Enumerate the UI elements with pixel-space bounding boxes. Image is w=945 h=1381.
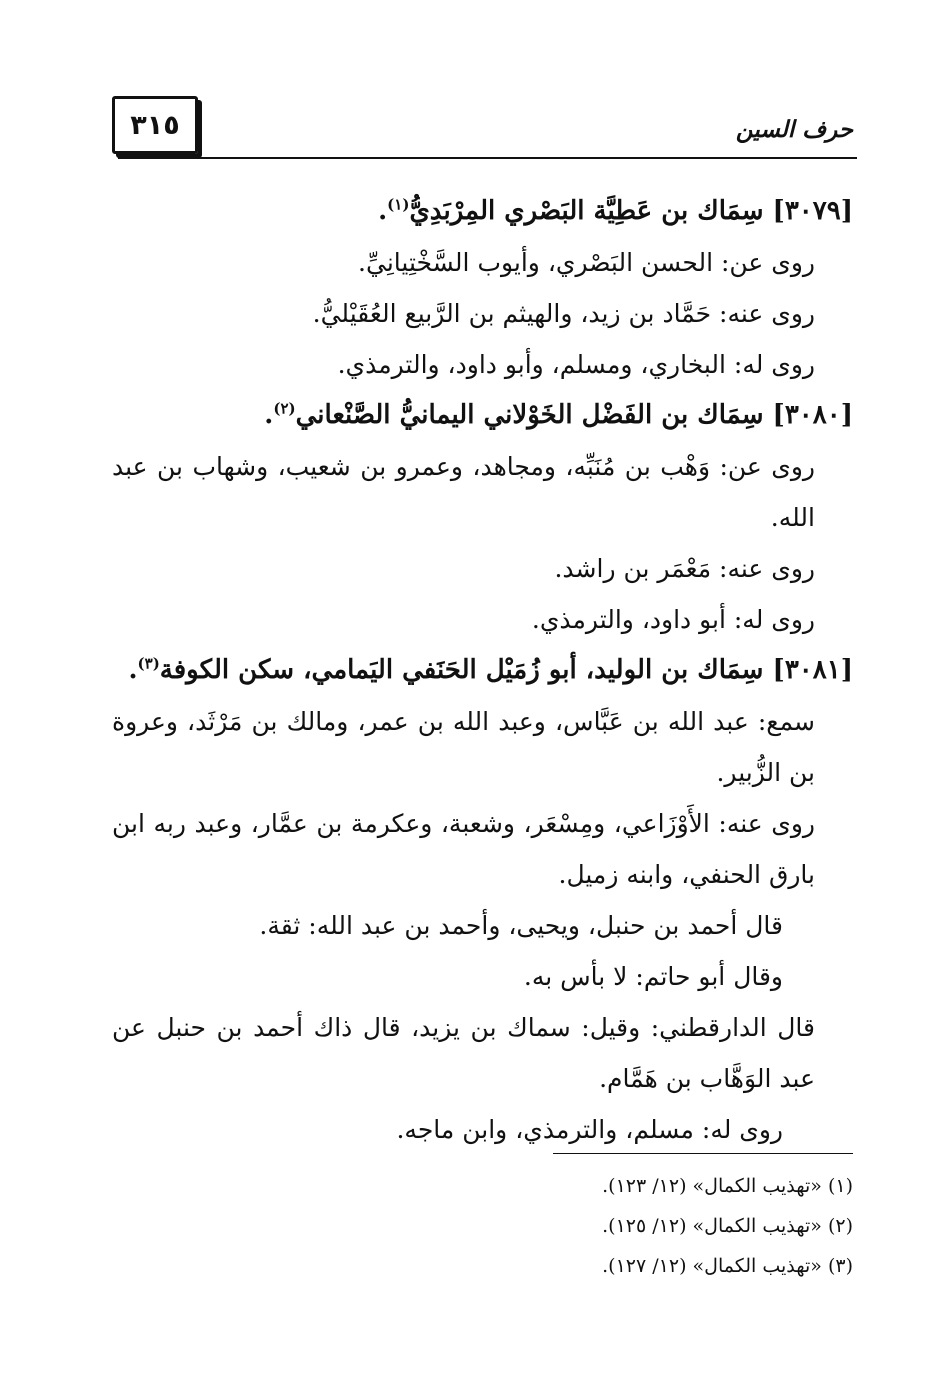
entry-heading-3080: [٣٠٨٠] سِمَاك بن الفَضْل الخَوْلاني اليمانيُّ الصَّنْعاني$^{(٢)}$. <box>264 399 853 430</box>
entry-paragraph: سمع: عبد الله بن عَبَّاس، وعبد الله بن عمر، ومالك بن مَرْثَد، وعروة بن الزُّبير. <box>112 707 815 787</box>
header-rule <box>118 157 857 159</box>
entry-paragraph: قال الدارقطني: وقيل: سماك بن يزيد، قال ذاك أحمد بن حنبل عن عبد الوَهَّاب بن هَمَّام. <box>112 1013 815 1093</box>
page-number-text: ٣١٥ <box>130 109 180 141</box>
entry-line: روى عن: الحسن البَصْري، وأيوب السَّخْتِيانِيِّ. <box>358 248 815 277</box>
entry-heading-3081: [٣٠٨١] سِمَاك بن الوليد، أبو زُمَيْل الحَنَفي اليَمامي، سكن الكوفة$^{(٣)}$. <box>128 654 853 685</box>
entry-heading-3079: [٣٠٧٩] سِمَاك بن عَطِيَّة البَصْري المِرْبَدِيُّ$^{(١)}$. <box>378 195 853 226</box>
main-text <box>112 186 853 1155</box>
footnote-ref-1: (١) <box>387 195 410 214</box>
footnotes <box>112 1166 853 1286</box>
footnote: (٣) «تهذيب الكمال» (١٢/ ١٢٧). <box>602 1255 853 1277</box>
entry-line: روى عنه: حَمَّاد بن زيد، والهيثم بن الرَّبيع العُقَيْليُّ. <box>312 299 815 328</box>
running-head: حرف السين <box>735 116 853 143</box>
entry-quote: وقال أبو حاتم: لا بأس به. <box>523 962 783 991</box>
entry-line: روى له: البخاري، ومسلم، وأبو داود، والترمذي. <box>337 350 815 379</box>
footnote-ref-2: (٢) <box>273 399 296 418</box>
entry-line: روى له: مسلم، والترمذي، وابن ماجه. <box>396 1115 783 1144</box>
page-number <box>112 96 198 154</box>
entry-paragraph: روى عن: وَهْب بن مُنَبِّه، ومجاهد، وعمرو بن شعيب، وشهاب بن عبد الله. <box>112 452 815 532</box>
footnote: (١) «تهذيب الكمال» (١٢/ ١٢٣). <box>602 1175 853 1197</box>
footnote: (٢) «تهذيب الكمال» (١٢/ ١٢٥). <box>602 1215 853 1237</box>
entry-line: روى عنه: مَعْمَر بن راشد. <box>554 554 815 583</box>
entry-line: روى له: أبو داود، والترمذي. <box>531 605 815 634</box>
footnote-rule <box>553 1153 853 1154</box>
entry-quote: قال أحمد بن حنبل، ويحيى، وأحمد بن عبد الله: ثقة. <box>259 911 783 940</box>
footnote-ref-3: (٣) <box>137 654 160 673</box>
entry-paragraph: روى عنه: الأَوْزَاعي، ومِسْعَر، وشعبة، وعكرمة بن عمَّار، وعبد ربه ابن بارق الحنفي، وابنه زميل. <box>112 809 815 889</box>
